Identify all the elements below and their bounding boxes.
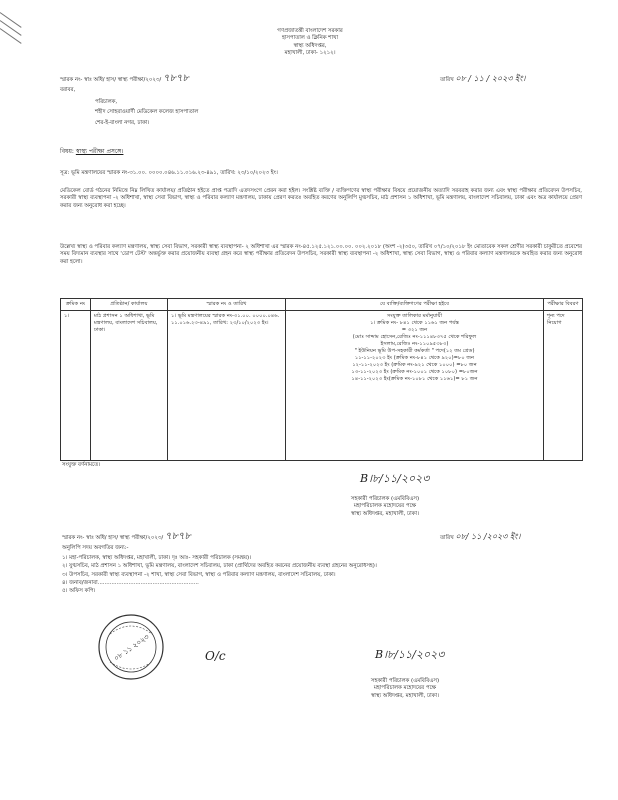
cell-details: শূন্য পদে নিয়োগ (544, 311, 583, 461)
persons-line: ১২-১১-২০২৩ ইং (ক্রমিক নং-৯২১ থেকে ১০০০) =৮০ জন (352, 362, 477, 369)
persons-line: ইসলাম,রেজিঃ নং-১১০৯৫৩৮৩) (380, 341, 449, 348)
col-office: প্রতিষ্ঠান/ কার্যালয় (91, 299, 168, 311)
stamp-date: ০৮ ১১ ২০২৩ (112, 632, 151, 663)
date-label: তারিখ (440, 77, 454, 83)
memo-date-2 (440, 532, 520, 543)
list-item: ১। মহা-পরিচালক, স্বাস্থ্য অধিদপ্তর, মহাখালী, ঢাকা। দৃঃ আঃ- সহকারী পরিচালক (সমন্বয়)। (62, 555, 252, 561)
memo-date (440, 74, 526, 85)
signatory-for: মহাপরিচালক মহোদয়ের পক্ষে (353, 503, 417, 510)
recipient-block (60, 87, 75, 94)
table-header-row (61, 299, 583, 311)
persons-line: ১। ক্রমিক নং- ৮৪১ থেকে ১১৬১ জন পর্যন্ত (370, 320, 459, 327)
recipient-details (95, 99, 198, 127)
dept-address: মহাখালী, ঢাকা- ১২১২। (284, 49, 336, 56)
persons-line: (মোঃ সাদ্দাম হোসেন,রেজিঃ নং-১১১৪৮৩৭৫ থেকে শরিফুল (352, 334, 477, 341)
reference-line: সূত্র: ভূমি মন্ত্রণালয়ের স্মারক নং-৩১.০০. ০০০০.০৪৬.১১.০১৬.২৩-৪৯১, তারিখ: ২৩/১০/২০২৩ ইং। (60, 170, 278, 176)
cell-persons (286, 311, 544, 461)
list-item: ৫। অফিস কপি। (62, 588, 96, 595)
memo-number-handwritten: ৭৮৭৮ (162, 73, 189, 84)
memo-date-handwritten: ০৮ / ১১ / ২০২৩ ইং। (455, 74, 526, 83)
signatory-for: মহাপরিচালক মহোদয়ের পক্ষে (373, 685, 437, 692)
date-label: তারিখ (440, 535, 454, 541)
cell-serial: ১। (61, 311, 91, 461)
subject-label: বিষয়: (60, 148, 74, 155)
table-row (61, 311, 583, 461)
body-paragraph-2: উল্লেখ্য স্বাস্থ্য ও পরিবার কল্যাণ মন্ত্রণালয়, স্বাস্থ্য সেবা বিভাগ, সরকারী স্বাস্থ্য ব্যবস্থাপনা- ২ অধিশাখা এর স্মারক নং-৪৫.১২৫.১২১.০০.০০. ০০২.২০১৮ (অংশ -২)৩৫০, তারিখ ০৭/১০/২০১৮ ইং মোতাবেক সকল শ্রেণীর সরকারী চাকুরীতে প্রবেশের সময় বিদ্যমান ব্যবস্থার সাথে 'ডোপ টেস্ট' অন্তর্ভুক্ত করার প্রয়োজনীয় ব্যবস্থা গ্রহন করে স্বাস্থ্য পরীক্ষার প্রতিবেদন উপসচিব, সরকারী স্বাস্থ্য ব্যবস্থাপনা -২ অধিশাখা, স্বাস্থ্য সেবা বিভাগ, স্বাস্থ্য ও পরিবার কল্যাণ মন্ত্রণালয়কে অবহিত করার জন্য অনুরোধ করা হলো। (60, 244, 582, 265)
recipient-place: শের-ই-বাংলা নগর, ঢাকা। (95, 119, 150, 126)
cell-office: মাঠ প্রশাসন ১ অধিশাখা, ভূমি মন্ত্রণালয়, বাংলাদেশ সচিবালয়, ঢাকা। (91, 311, 168, 461)
stamp-icon (96, 612, 166, 682)
col-memo: স্মারক নং ও তারিখ (168, 299, 286, 311)
body-paragraph-1: মেডিকেল বোর্ড গঠনের নিমিত্তে নিম্ন লিখিত কার্যালয়/ প্রতিষ্ঠান হইতে প্রাপ্ত পত্রাদি এতদসংগে প্রেরন করা হইল। সংশ্লিষ্ট ব্যক্তি / ব্যক্তিগণের স্বাস্থ্য পরীক্ষার বিষয়ে প্রয়োজনীয় অত্যাদি সরবরাহ করার জন্য এবং স্বাস্থ্য পরীক্ষার প্রতিবেদন উপসচিব, সরকারী স্বাস্থ্য ব্যবস্থাপনা -২ অধিশাখা, স্বাস্থ্য সেবা বিভাগ, স্বাস্থ্য ও পরিবার কল্যাণ মন্ত্রণালয়, ঢাকায় প্রেরণ করতঃ অবহিত করণের অনুলিপি মুগ্মসচিব, মাঠ প্রশাসন ১ অধিশাখা, ভূমি মন্ত্রণালয়, বাংলাদেশ সচিবালয়, ঢাকা এবং অত্র কার্যালয়ে প্রেরণ করার জন্য অনুরোধ করা হচ্ছে। (60, 188, 582, 209)
persons-line: সংযুক্ত তালিকার মর্মানুযায়ী (386, 313, 443, 320)
list-item: ৪। জনাব/জনাবা........................................................... (62, 579, 199, 586)
signatory-title: সহকারী পরিচালক (এমবিবিএস) (370, 678, 440, 684)
memo-number-handwritten: ৭৮৭৮ (164, 531, 191, 542)
signature-block-1 (300, 496, 470, 518)
recipient-title: পরিচালক, (95, 99, 118, 105)
letterhead (200, 28, 420, 57)
cell-memo-ref: ১। ভূমি মন্ত্রণালয়ের স্মারক নং-৩১.০০. ০০০০.০৪৬. ১১.০১৬.২৩-৪৯১, তারিখ: ২৩/১০/২০২৩ ইং। (168, 311, 286, 461)
persons-line: " ইউনিয়ন ভূমি উপ-সহকারী কর্মকর্তা " পদে(১২ তম গ্রেড) (354, 348, 475, 355)
subject-text: স্বাস্থ্য পরীক্ষা প্রসঙ্গে। (75, 148, 124, 155)
memo-date-handwritten: ০৮/ ১১ /২০২৩ ইং। (455, 532, 521, 541)
list-item: ৩। উপসচিব, সরকারী স্বাস্থ্য ব্যবস্থাপনা -২ শাখা, স্বাস্থ্য সেবা বিভাগ, স্বাস্থ্য ও পরিবার কল্যাণ মন্ত্রণালয়, বাংলাদেশ সচিবালয়, ঢাকা। (62, 571, 336, 578)
signature-2-handwritten: B।৮/১১/২০২৩ (375, 648, 445, 661)
gov-name: গণপ্রজাতন্ত্রী বাংলাদেশ সরকার (277, 28, 343, 34)
attached-note: সংযুক্ত বর্ণনামতে। (62, 462, 101, 468)
recipient-to: বরাবর, (60, 87, 76, 93)
memo-line (60, 72, 189, 86)
recipient-org: শহীদ সোহরাওয়ার্দী মেডিকেল কলেজ হাসপাতাল (95, 109, 199, 116)
list-item: ২। যুগ্মসচিব, মাঠ প্রশাসন ১ অধিশাখা, ভূমি মন্ত্রণালয়, বাংলাদেশ সচিবালয়, ঢাকা (প্রার্থিদের অবহিত করনের প্রয়োজনীয় ব্যবস্থা গ্রহনের অনুরোধসহ)। (62, 563, 377, 570)
persons-line: = ৩২১ জন (401, 327, 428, 334)
signatory-org: স্বাস্থ্য অধিদপ্তর, মহাখালী, ঢাকা। (371, 692, 439, 699)
memo-label: স্মারক নং- স্বাঃ অধি/ হাস/ স্বাস্থ্য পরীক্ষা/২০২৩/ (62, 535, 164, 541)
dept-name: স্বাস্থ্য অধিদপ্তর, (293, 42, 327, 49)
branch-name: হাসপাতাল ও ক্লিনিক শাখা (281, 35, 339, 42)
copies-list (62, 555, 562, 596)
received-stamp (96, 612, 166, 682)
subject-line (60, 148, 123, 156)
persons-line: ১৪-১১-২০২৩ ইং(ক্রমিক নং-১০৮১ থেকে ১১৬১)= ৮১ জন (351, 376, 478, 383)
examination-table (60, 298, 583, 461)
persons-line: ১১-১১-২০২৩ ইং (ক্রমিক নং-৮৪১ থেকে ৯২০)=৮০ জন (354, 355, 475, 362)
col-details: পরীক্ষার বিবরণ (544, 299, 583, 311)
memo-label: স্মারক নং- স্বাঃ অধি/ হাস/ স্বাস্থ্য পরীক্ষা/২০২৩/ (60, 77, 162, 83)
copies-intro: অনুলিপি সদয় অবগতির জন্য:- (62, 545, 129, 551)
signature-block-2 (320, 678, 490, 700)
persons-line: ১৩-১১-২০২৩ ইং (ক্রমিক নং-১০০১ থেকে ১০৮০) =৮০জন (351, 369, 478, 376)
corner-mark (0, 8, 40, 38)
col-persons: যে ব্যক্তি/ব্যক্তিগণের পরীক্ষা হইবে (286, 299, 544, 311)
col-serial: ক্রমিক নং (61, 299, 91, 311)
initials-handwritten: O/c (205, 649, 226, 663)
signatory-title: সহকারী পরিচালক (এমবিবিএস) (350, 496, 420, 502)
memo-line-2 (62, 530, 191, 544)
signatory-org: স্বাস্থ্য অধিদপ্তর, মহাখালী, ঢাকা। (351, 510, 419, 517)
signature-1-handwritten: B।৮/১১/২০২৩ (360, 472, 430, 485)
